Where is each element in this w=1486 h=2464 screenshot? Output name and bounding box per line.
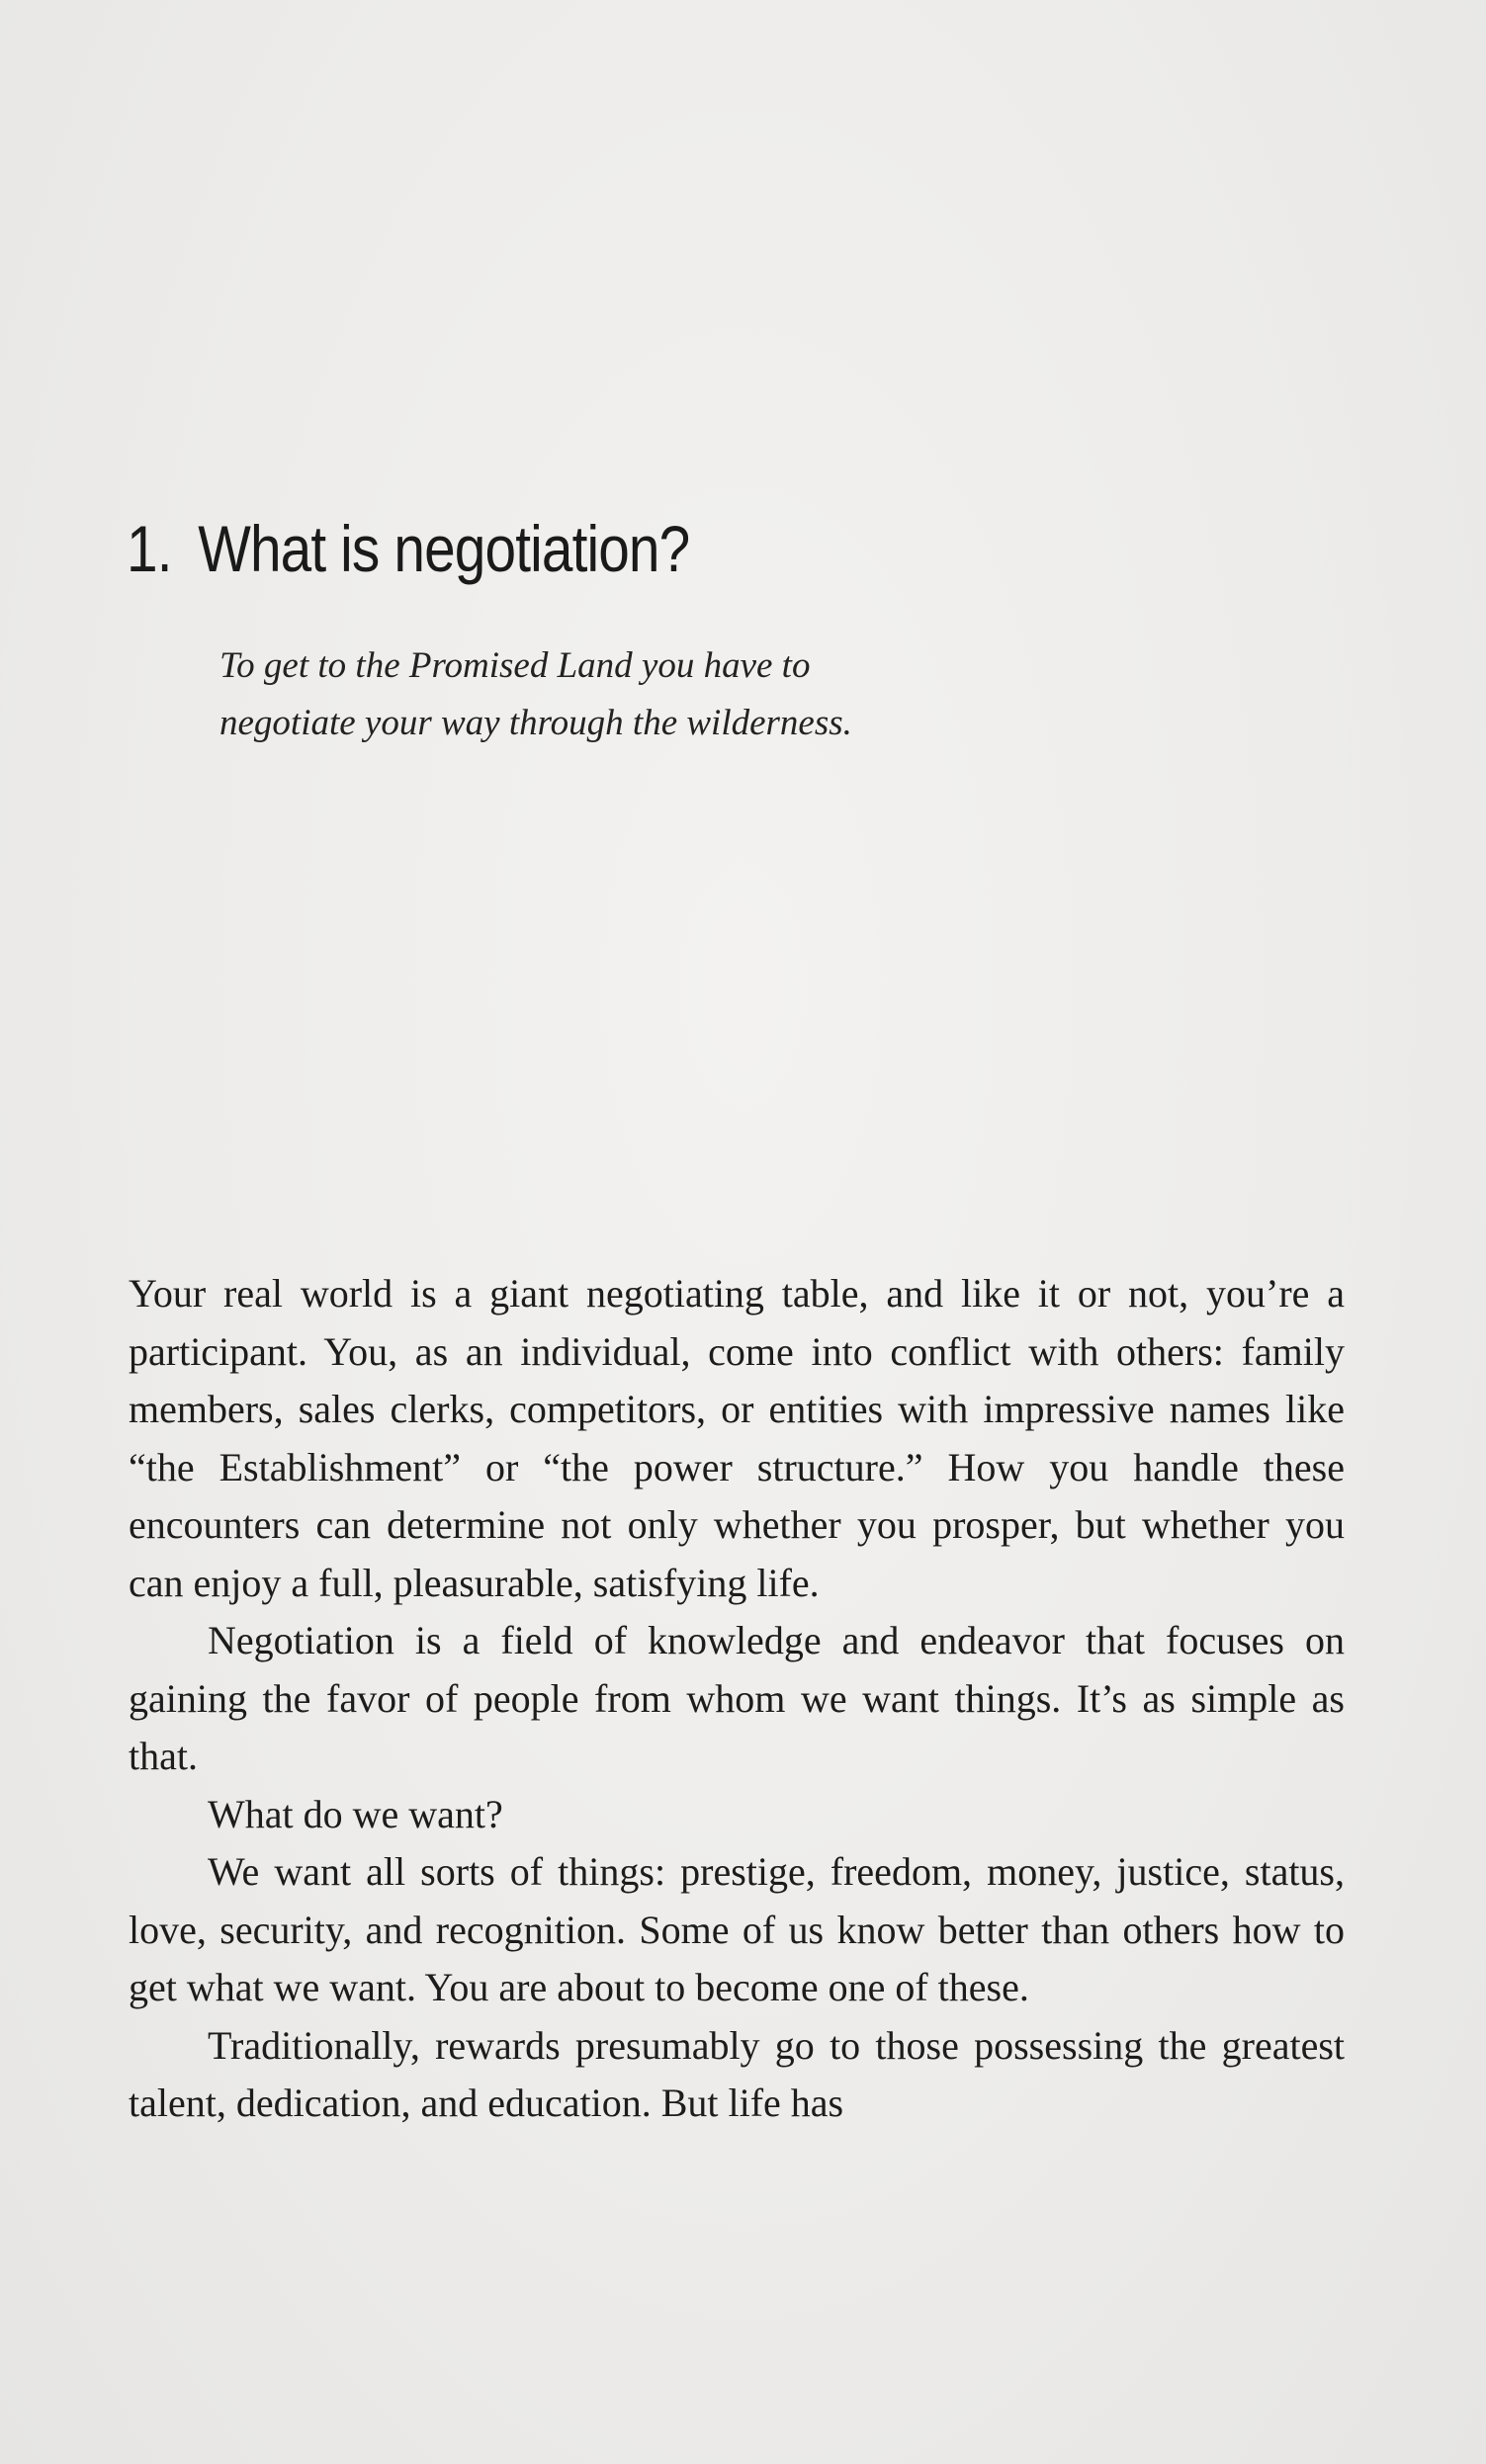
epigraph-line: negotiate your way through the wilderness. <box>219 703 852 743</box>
chapter-heading <box>127 512 690 585</box>
paragraph: Your real world is a giant negotiating table, and like it or not, you’re a participant. You, as an individual, come into conflict with others: family members, sales clerks, competitors, or entities with impressive names like “the Establishment” or “the power structure.” How you handle these encounters can determine not only whether you prosper, but whether you can enjoy a full, pleasurable, satisfying life. <box>129 1271 1345 1605</box>
body-text <box>129 1265 1345 2133</box>
paragraph: Traditionally, rewards presumably go to those possessing the greatest talent, dedication, and education. But life has <box>129 2022 1345 2125</box>
paragraph: We want all sorts of things: prestige, freedom, money, justice, status, love, security, and recognition. Some of us know better than others how to get what we want. You are about to become one of these. <box>129 1849 1345 2009</box>
epigraph-line: To get to the Promised Land you have to <box>219 645 811 686</box>
epigraph <box>219 637 991 752</box>
paragraph: Negotiation is a field of knowledge and endeavor that focuses on gaining the favor of people from whom we want things. It’s as simple as that. <box>129 1618 1345 1778</box>
chapter-number: 1. <box>127 512 172 585</box>
chapter-title: What is negotiation? <box>198 512 690 585</box>
paragraph: What do we want? <box>208 1791 503 1836</box>
